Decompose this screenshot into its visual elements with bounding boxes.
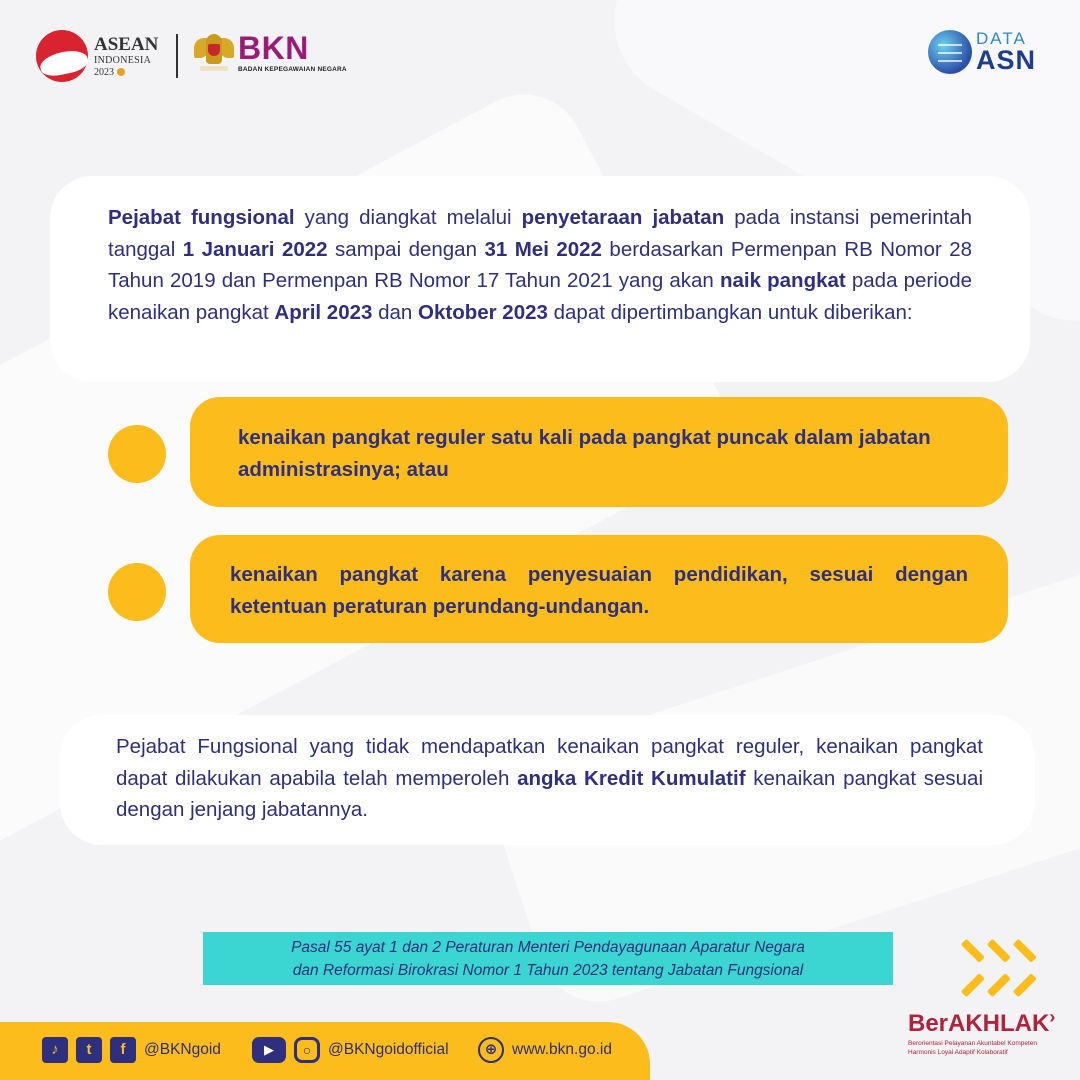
option-text: kenaikan pangkat karena penyesuaian pendidikan, sesuai dengan ketentuan peraturan perundang-undangan. [230,563,968,618]
youtube-icon[interactable]: ▶ [252,1037,286,1063]
asean-emblem-icon [36,30,88,82]
bullet-dot [108,425,166,483]
body-text: sampai dengan [327,237,485,261]
option-text: kenaikan pangkat reguler satu kali pada pangkat puncak dalam jabatan administrasinya; atau [238,426,931,481]
asean-title: ASEAN [94,33,159,55]
body-text: kenaikan pangkat sesuai dengan jenjang jabatannya. [116,766,984,821]
body-text: Pejabat Fungsional yang tidak mendapatkan kenaikan pangkat reguler, kenaikan pangkat dapat dilakukan apabila telah memperoleh [116,735,983,790]
body-text: pada instansi pemerintah tanggal [108,206,973,261]
asean-dot-icon [117,68,125,76]
twitter-icon[interactable]: t [76,1037,102,1063]
data-asn-line2: ASN [976,45,1037,75]
data-asn-logo [928,30,1036,74]
globe-icon: ⊕ [478,1037,504,1063]
data-asn-line1: DATA [976,29,1027,48]
chevron-right-icon [984,948,1012,988]
website-link[interactable]: www.bkn.go.id [512,1041,612,1058]
facebook-icon[interactable]: f [110,1037,136,1063]
reference-line: Pasal 55 ayat 1 dan 2 Peraturan Menteri Pendayagunaan Aparatur Negara [291,939,805,956]
garuda-emblem-icon [194,30,234,74]
instagram-icon[interactable]: ○ [294,1037,320,1063]
berakhlak-tagline: Harmonis Loyal Adaptif Kolaboratif [908,1049,1008,1056]
body-text: dan [372,300,419,324]
chevron-right-icon [1010,948,1038,988]
body-text: dapat dipertimbangkan untuk diberikan: [547,300,913,324]
asean-country: INDONESIA [94,54,152,66]
emphasis-text: Pejabat fungsional [108,206,295,229]
social-handle[interactable]: @BKNgoidofficial [328,1041,449,1058]
emphasis-text: April 2023 [274,300,373,324]
emphasis-text: angka Kredit Kumulatif [517,766,746,790]
intro-paragraph [108,202,972,328]
emphasis-text: 31 Mei 2022 [484,237,602,261]
note-paragraph [116,731,983,826]
note-card [60,715,1035,845]
berakhlak-logo: BerAKHLAK› Berorientasi Pelayanan Akuntabel Kompeten Harmonis Loyal Adaptif Kolaboratif [908,1007,1056,1056]
emphasis-text: 1 Januari 2022 [182,237,328,261]
social-handle[interactable]: @BKNgoid [144,1041,221,1058]
globe-logo-icon [928,30,972,74]
bullet-dot [108,563,166,621]
reference-box [203,932,893,985]
asean-year: 2023 [94,66,114,78]
body-text: berdasarkan Permenpan RB Nomor 28 Tahun 2019 dan Permenpan RB Nomor 17 Tahun 2021 yang akan [108,237,973,292]
chevron-right-icon [958,948,986,988]
option-item-2 [190,535,1008,643]
bkn-logo [194,30,347,74]
social-group-bkngoidofficial [252,1037,449,1063]
tiktok-icon[interactable]: ♪ [42,1037,68,1063]
bkn-title: BKN [238,29,309,66]
social-footer [0,1022,650,1080]
social-group-bkngoid [42,1037,221,1063]
bkn-subtitle: BADAN KEPEGAWAIAN NEGARA [238,65,347,73]
emphasis-text: naik pangkat [719,269,846,292]
berakhlak-title: BerAKHLAK [908,1010,1050,1037]
body-text: yang diangkat melalui [294,206,522,229]
berakhlak-tagline: Berorientasi Pelayanan Akuntabel Kompeten [908,1040,1038,1047]
option-item-1 [190,397,1008,507]
emphasis-text: penyetaraan jabatan [521,206,725,229]
reference-line: dan Reformasi Birokrasi Nomor 1 Tahun 2023 tentang Jabatan Fungsional [292,962,804,979]
asean-logo [36,30,158,82]
body-text: pada periode kenaikan pangkat [108,269,973,324]
website-group [478,1037,612,1063]
intro-card [50,176,1030,382]
header-divider [176,34,178,78]
emphasis-text: Oktober 2023 [418,300,548,324]
